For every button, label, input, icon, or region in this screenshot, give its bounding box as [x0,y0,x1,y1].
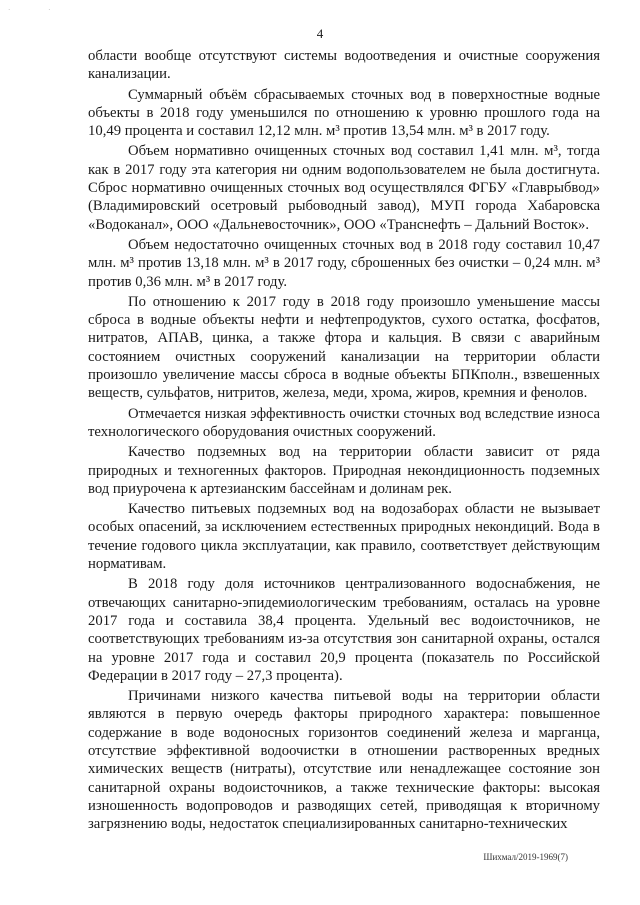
document-footer-code: Шихмал/2019-1969(7) [483,852,568,862]
paragraph-continuation: области вообще отсутствуют системы водоотведения и очистные сооружения канализации. [88,48,600,83]
paragraph-wastewater-volume: Суммарный объём сбрасываемых сточных вод в поверхностные водные объекты в 2018 году уменьшился по отношению к уровню прошлого года на 10,49 процента и составил 12,12 млн. м³ против 13,54 млн. м³ в 2017 году. [88,86,600,140]
paragraph-poor-quality-causes: Причинами низкого качества питьевой воды на территории области являются в первую очередь факторы природного характера: повышенное содержание в воде водоносных горизонтов соединений железа и марганца, отсутствие эффективной водоочистки в отношении растворенных вредных химических веществ (нитраты), отсутствие или ненадлежащее состояние зон санитарной охраны водоисточников, а также технические факторы: высокая изношенность водопроводов и разводящих сетей, приводящая к вторичному загрязнению воды, недостаток специализированных санитарно-технических [88,688,600,833]
page-number: 4 [316,26,324,41]
paragraph-normatively-treated: Объем нормативно очищенных сточных вод составил 1,41 млн. м³, тогда как в 2017 году эта категория ни одним водопользователем не была достигнута. Сброс нормативно очищенных сточных вод осуществлялся ФГБУ «Главрыбвод» (Владимировский осетровый рыбоводный завод), МУП города Хабаровска «Водоканал», ООО «Дальневосточник», ООО «Транснефть – Дальний Восток». [88,143,600,233]
paragraph-treatment-efficiency: Отмечается низкая эффективность очистки сточных вод вследствие износа технологического оборудования очистных сооружений. [88,405,600,440]
scan-artifact-marks: · · [8,6,69,14]
paragraph-pollutant-mass: По отношению к 2017 году в 2018 году произошло уменьшение массы сброса в водные объекты нефти и нефтепродуктов, сухого остатка, фосфатов, нитратов, АПАВ, цинка, а также фтора и кальция. В связи с аварийным состоянием очистных сооружений канализации на территории области произошло увеличение массы сброса в водные объекты БПКполн., взвешенных веществ, сульфатов, нитритов, железа, меди, хрома, жиров, кремния и фенолов. [88,293,600,402]
paragraph-groundwater-quality: Качество подземных вод на территории области зависит от ряда природных и техногенных факторов. Природная некондиционность подземных вод приурочена к артезианским бассейнам и долинам рек. [88,444,600,497]
paragraph-drinking-groundwater: Качество питьевых подземных вод на водозаборах области не вызывает особых опасений, за исключением естественных природных некондиций. Вода в течение годового цикла эксплуатации, как правило, соответствует действующим нормативам. [88,501,600,573]
paragraph-insufficiently-treated: Объем недостаточно очищенных сточных вод в 2018 году составил 10,47 млн. м³ против 13,18 млн. м³ в 2017 году, сброшенных без очистки – 0,24 млн. м³ против 0,36 млн. м³ в 2017 году. [88,236,600,290]
paragraph-water-supply-sources: В 2018 году доля источников централизованного водоснабжения, не отвечающих санитарно-эпидемиологическим требованиям, осталась на уровне 2017 года и составила 38,4 процента. Удельный вес водоисточников, не соответствующих требованиям из-за отсутствия зон санитарной охраны, остался на уровне 2017 года и составил 20,9 процента (показатель по Российской Федерации в 2017 году – 27,3 процента). [88,576,600,684]
document-body [88,47,600,835]
